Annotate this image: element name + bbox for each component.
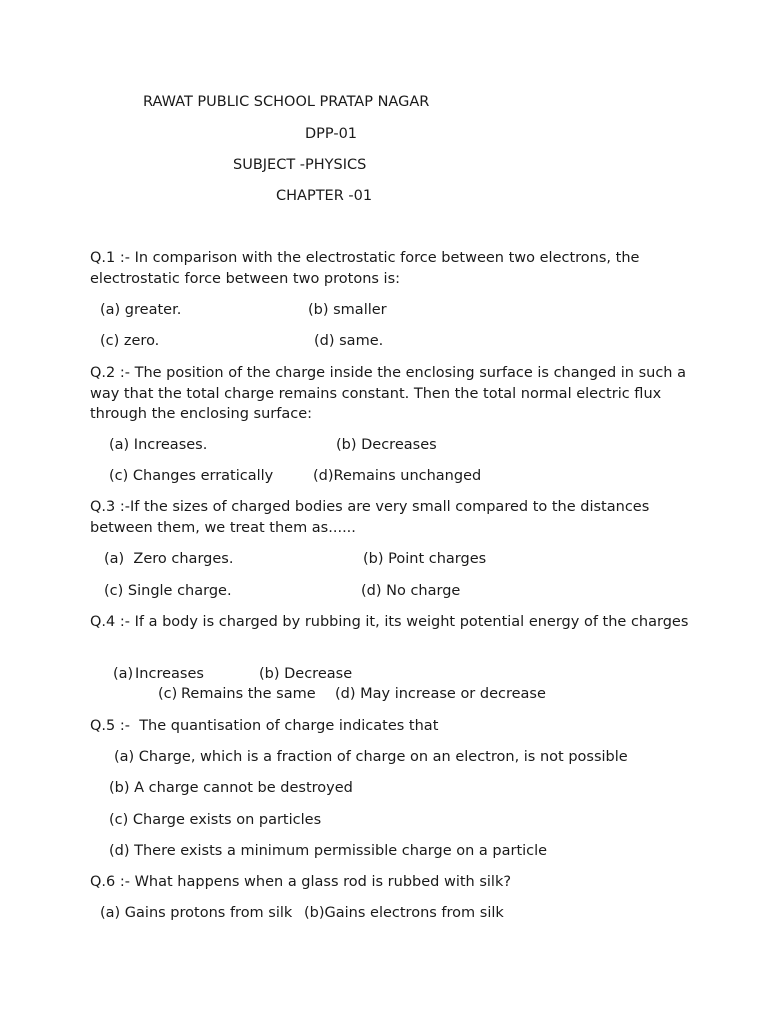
question-3-option-b: (b) Point charges: [363, 551, 487, 567]
question-3-option-a: (a) Zero charges.: [104, 551, 234, 567]
question-3-text: Q.3 :-If the sizes of charged bodies are very small compared to the distances between them, we treat them as......: [90, 499, 650, 536]
question-4-text: Q.4 :- If a body is charged by rubbing it, its weight potential energy of the charges: [90, 614, 689, 630]
question-4-option-a-text: Increases: [135, 666, 204, 682]
question-2-option-b: (b) Decreases: [336, 437, 437, 453]
question-6-option-b: (b)Gains electrons from silk: [304, 905, 504, 921]
question-5-option-d: (d) There exists a minimum permissible charge on a particle: [109, 843, 548, 859]
question-1-option-b: (b) smaller: [308, 302, 387, 318]
question-6-text: Q.6 :- What happens when a glass rod is rubbed with silk?: [90, 874, 512, 890]
question-2-option-c: (c) Changes erratically: [109, 468, 274, 484]
question-4-option-b: (b) Decrease: [259, 666, 353, 682]
question-6-option-a: (a) Gains protons from silk: [100, 905, 293, 921]
question-1-text: Q.1 :- In comparison with the electrostatic force between two electrons, the electrostatic force between two protons is:: [90, 250, 640, 287]
question-5-option-a: (a) Charge, which is a fraction of charge on an electron, is not possible: [114, 749, 628, 765]
question-4-option-c-text: Remains the same: [181, 686, 316, 702]
question-5-option-c: (c) Charge exists on particles: [109, 812, 322, 828]
question-4-option-c-marker: (c): [158, 686, 178, 702]
school-name: RAWAT PUBLIC SCHOOL PRATAP NAGAR: [143, 94, 430, 110]
question-3-option-d: (d) No charge: [361, 583, 461, 599]
dpp-number: DPP-01: [305, 126, 358, 142]
question-4-option-a-marker: (a): [113, 666, 134, 682]
question-1-option-a: (a) greater.: [100, 302, 182, 318]
question-3-option-c: (c) Single charge.: [104, 583, 232, 599]
question-2-option-a: (a) Increases.: [109, 437, 208, 453]
question-2-option-d: (d)Remains unchanged: [313, 468, 482, 484]
question-5-option-b: (b) A charge cannot be destroyed: [109, 780, 353, 796]
question-1-option-c: (c) zero.: [100, 333, 160, 349]
question-1-option-d: (d) same.: [314, 333, 384, 349]
question-5-text: Q.5 :- The quantisation of charge indicates that: [90, 718, 439, 734]
chapter-title: CHAPTER -01: [276, 188, 373, 204]
subject-title: SUBJECT -PHYSICS: [233, 157, 367, 173]
question-2-text: Q.2 :- The position of the charge inside the enclosing surface is changed in such a way that the total charge remains constant. Then the total normal electric flux through the enclosing surface:: [90, 365, 686, 422]
question-4-option-d: (d) May increase or decrease: [335, 686, 546, 702]
